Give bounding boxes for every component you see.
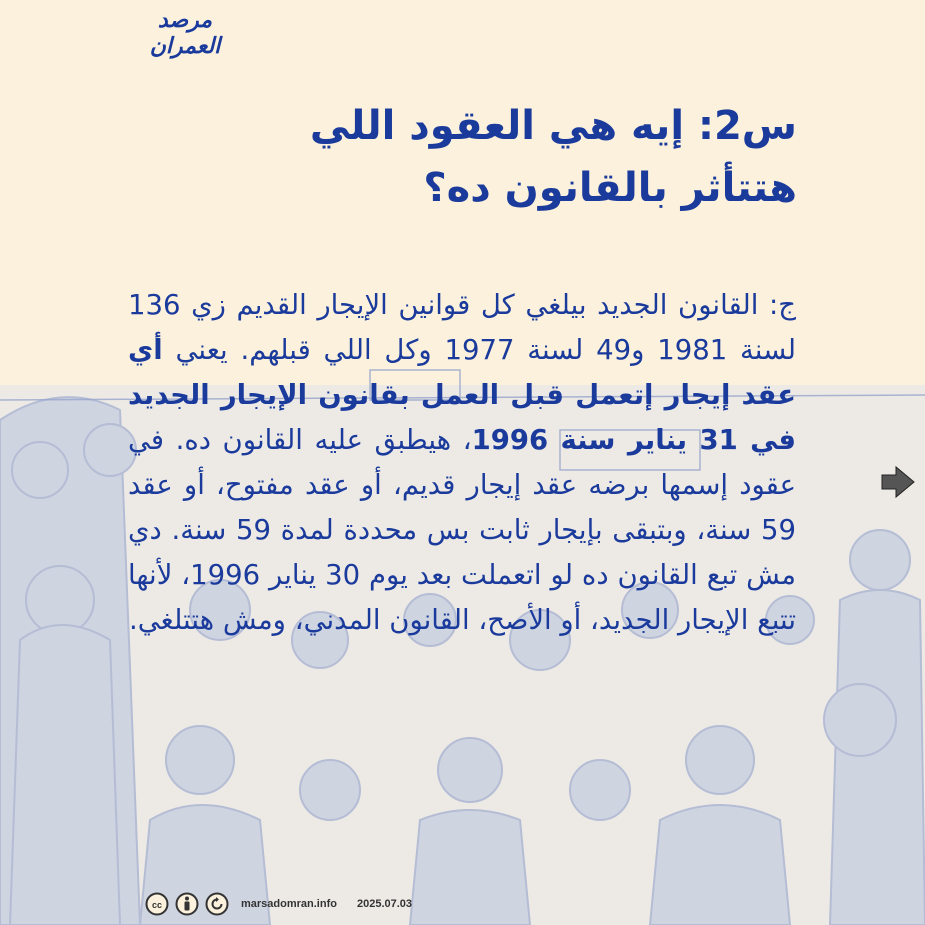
footer — [145, 890, 412, 918]
site-url[interactable]: marsadomran.info — [241, 898, 337, 910]
by-icon — [175, 892, 199, 916]
cc-icon — [145, 892, 169, 916]
question-line-1: س2: إيه هي العقود اللي — [309, 103, 797, 149]
question-line-2: هتتأثر بالقانون ده؟ — [423, 165, 797, 211]
answer-part-1: ج: القانون الجديد بيلغي كل قوانين الإيجار القديم زي 136 لسنة 1981 و49 لسنة 1977 وكل اللي قبلهم. يعني — [128, 289, 797, 366]
arrow-right-icon[interactable] — [878, 465, 918, 499]
answer-paragraph — [128, 283, 796, 643]
marsad-omran-logo — [120, 8, 250, 68]
publish-date: 2025.07.03 — [356, 898, 413, 910]
answer-part-2: ، هيطبق عليه القانون ده. في عقود إسمها برضه عقد إيجار قديم، أو عقد مفتوح، أو عقد 59 سنة، وبتبقى بإيجار ثابت بس محددة لمدة 59 سنة. دي مش تبع القانون ده لو اتعملت بعد يوم 30 يناير 1996، لأنها تتبع الإيجار الجديد، أو الأصح، القانون المدني، ومش هتتلغي. — [128, 424, 796, 636]
sa-icon — [205, 892, 229, 916]
svg-text:cc: cc — [151, 900, 163, 910]
question-title — [120, 95, 797, 219]
logo-line-2: العمران — [149, 34, 221, 59]
logo-line-1: مرصد — [157, 8, 213, 33]
answer-bold: أي عقد إيجار إتعمل قبل العمل بقانون الإيجار الجديد في 31 يناير سنة 1996 — [128, 334, 797, 456]
